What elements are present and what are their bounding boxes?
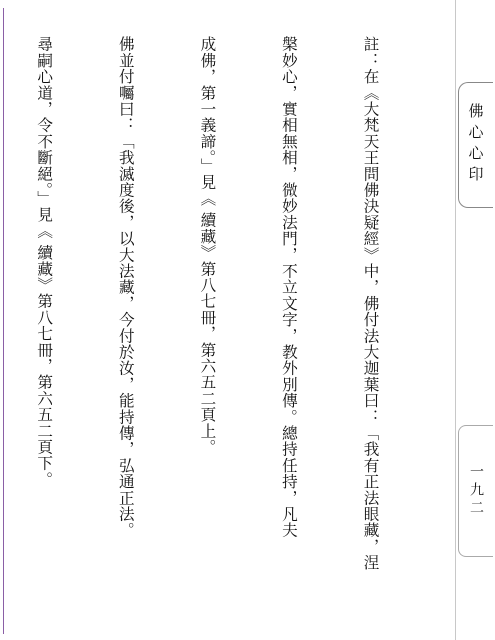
body-text <box>18 36 438 616</box>
text-line: 註：在《大梵天王問佛決疑經》中，佛付法大迦葉曰：「我有正法眼藏，涅 <box>361 36 380 571</box>
page-number-tab <box>458 425 493 557</box>
text-line: 成佛，第一義諦。」見《 續藏》第八七冊，第六五二頁上。 <box>198 36 217 455</box>
page-number: 一九二 <box>468 464 484 518</box>
book-title: 佛心心印 <box>466 103 485 187</box>
text-line: 佛並付囑曰：「我滅度後，以大法藏，今付於汝，能持傳，弘通正法。 <box>116 36 135 539</box>
right-margin-line <box>455 0 456 640</box>
book-title-tab <box>458 82 493 208</box>
text-line: 尋嗣心道，令不斷絕。」見《 續藏》第八七冊，第六五二頁下。 <box>35 36 54 488</box>
text-line: 槃妙心，實相無相，微妙法門，不立文字，教外別傳。總持任持，凡夫 <box>279 36 298 539</box>
